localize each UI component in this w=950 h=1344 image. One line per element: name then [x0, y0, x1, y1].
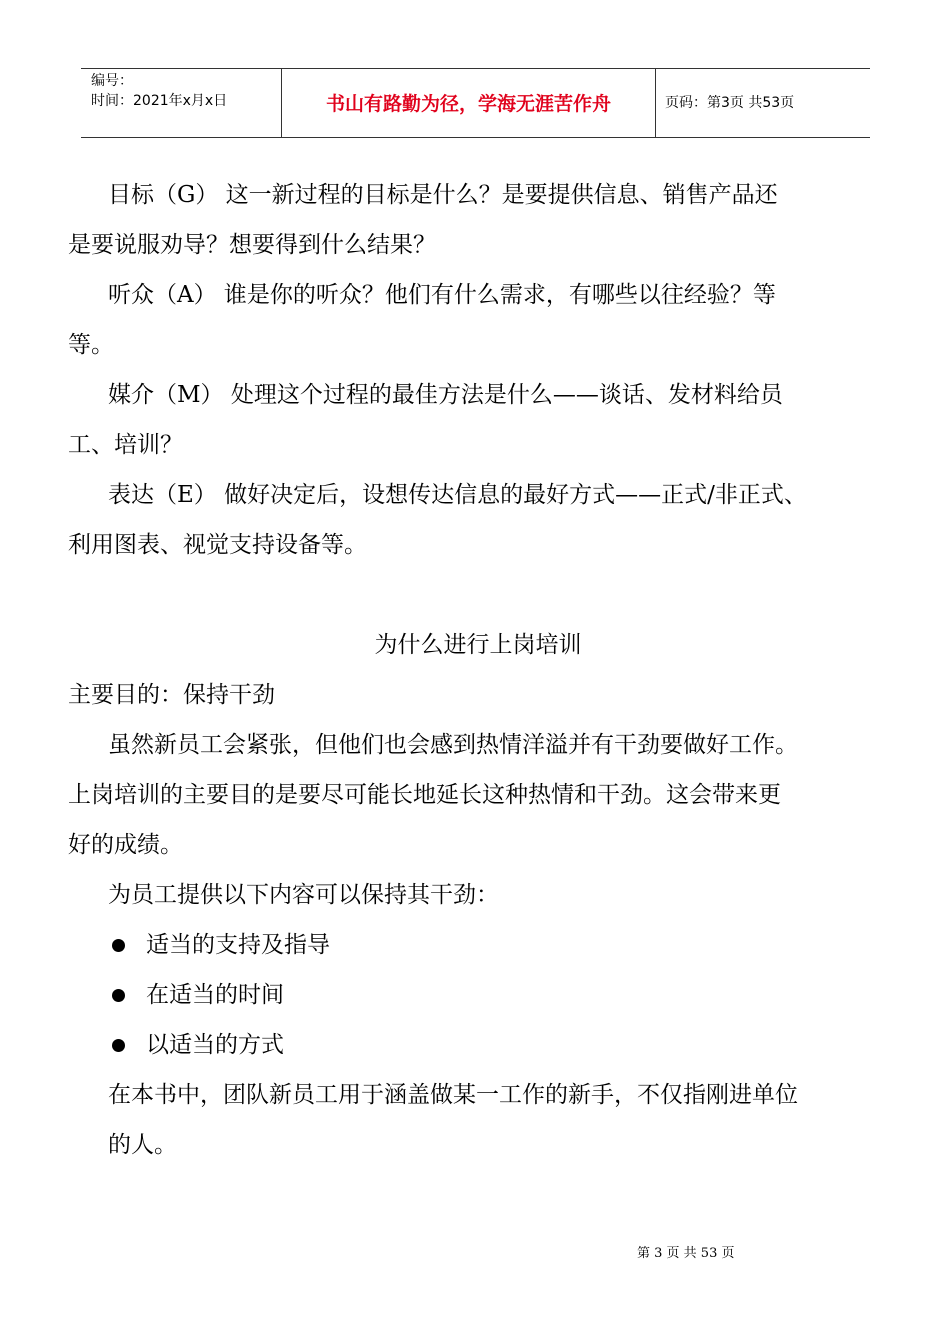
- document-header: [81, 68, 870, 138]
- list-item-label: 以适当的方式: [146, 1032, 284, 1058]
- paragraph-motivation-cont1: 上岗培训的主要目的是要尽可能长地延长这种热情和干劲。这会带来更: [68, 782, 781, 808]
- header-middle-cell: [281, 69, 656, 137]
- header-motto: 书山有路勤为径，学海无涯苦作舟: [325, 93, 611, 115]
- document-date: 时间：2021年x月x日: [91, 93, 228, 109]
- bullet-icon: [112, 939, 125, 952]
- header-page-info: 页码：第3页 共53页: [665, 95, 795, 111]
- paragraph-provide: 为员工提供以下内容可以保持其干劲：: [108, 882, 499, 908]
- list-item-label: 在适当的时间: [146, 982, 284, 1008]
- list-item: [68, 1020, 888, 1070]
- paragraph-media: 媒介（M） 处理这个过程的最佳方法是什么——谈话、发材料给员: [108, 382, 783, 408]
- paragraph-goal-cont: 是要说服劝导？想要得到什么结果？: [68, 232, 436, 258]
- paragraph-media-cont: 工、培训？: [68, 432, 183, 458]
- paragraph-audience: 听众（A） 谁是你的听众？他们有什么需求，有哪些以往经验？等: [108, 282, 776, 308]
- section-title: 为什么进行上岗培训: [374, 632, 582, 658]
- page-footer: 第 3 页 共 53 页: [637, 1246, 735, 1261]
- spacer: [68, 570, 888, 620]
- paragraph-goal: 目标（G） 这一新过程的目标是什么？是要提供信息、销售产品还: [108, 182, 778, 208]
- subheading: 主要目的：保持干劲: [68, 682, 275, 708]
- list-item: [68, 920, 888, 970]
- bullet-icon: [112, 1039, 125, 1052]
- header-left-cell: [81, 69, 281, 137]
- document-body: [68, 170, 888, 1170]
- paragraph-definition: 在本书中，团队新员工用于涵盖做某一工作的新手，不仅指刚进单位: [108, 1082, 798, 1108]
- paragraph-expression: 表达（E） 做好决定后，设想传达信息的最好方式——正式/非正式、: [108, 482, 807, 508]
- bullet-icon: [112, 989, 125, 1002]
- header-right-cell: [655, 69, 870, 137]
- list-item-label: 适当的支持及指导: [146, 932, 330, 958]
- list-item: [68, 970, 888, 1020]
- paragraph-audience-cont: 等。: [68, 332, 114, 358]
- document-number-label: 编号：: [91, 73, 133, 89]
- paragraph-motivation-cont2: 好的成绩。: [68, 832, 183, 858]
- paragraph-definition-cont: 的人。: [108, 1132, 177, 1158]
- paragraph-expression-cont: 利用图表、视觉支持设备等。: [68, 532, 367, 558]
- paragraph-motivation: 虽然新员工会紧张，但他们也会感到热情洋溢并有干劲要做好工作。: [108, 732, 798, 758]
